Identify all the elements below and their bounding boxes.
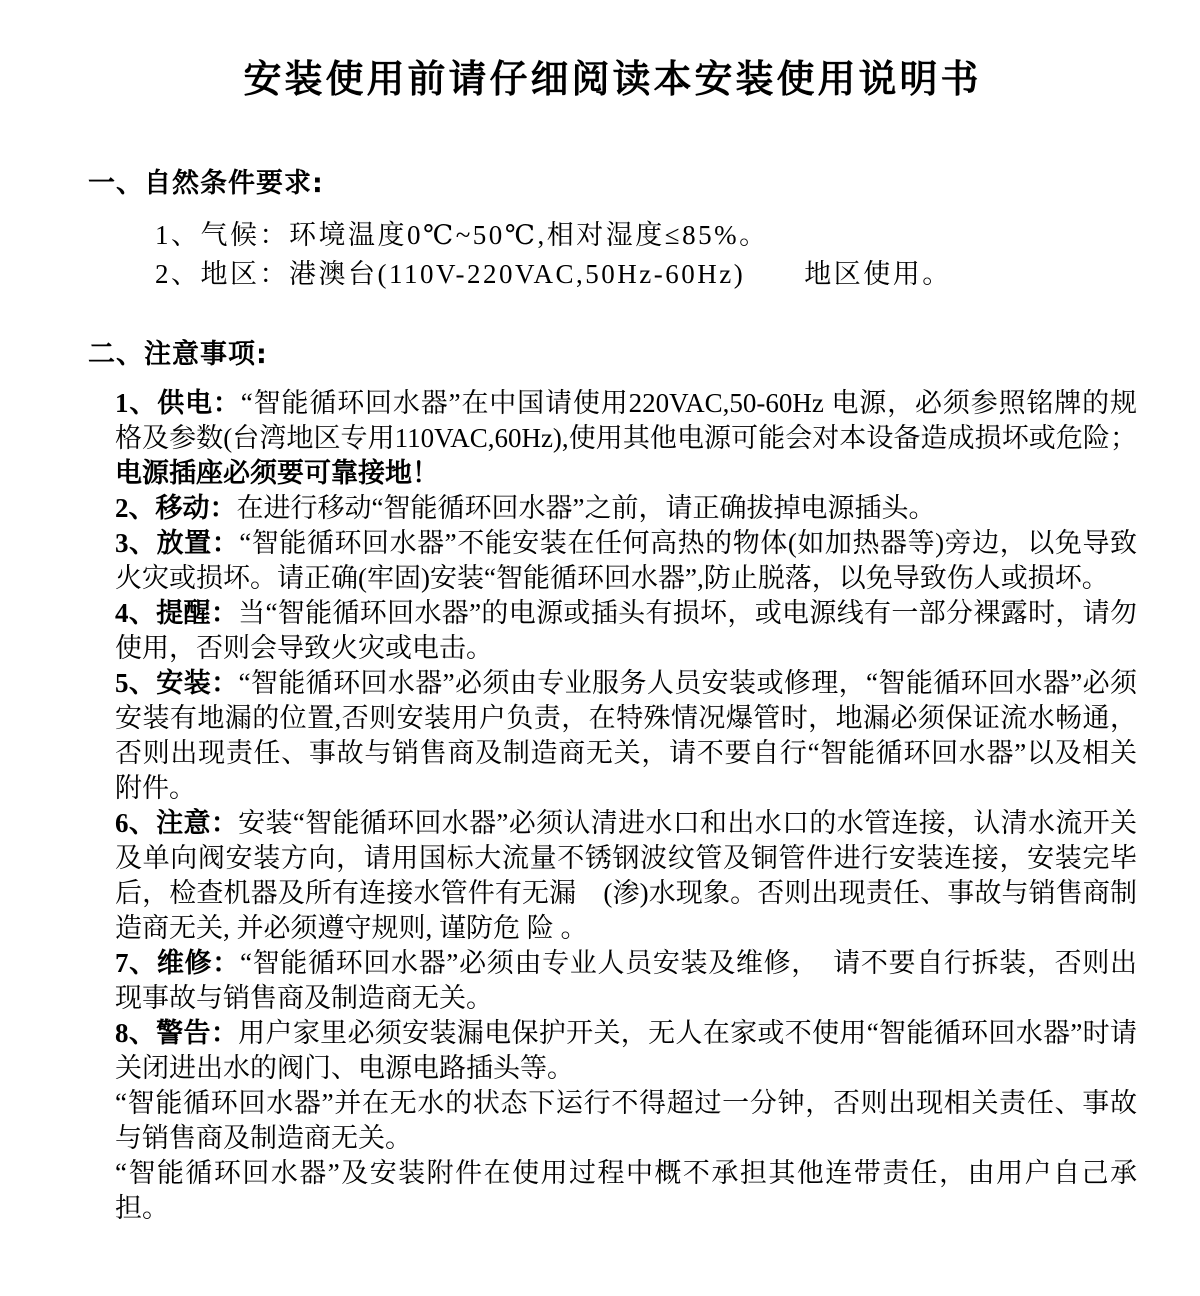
notice-paragraph-installation: 5、安装：“智能循环回水器”必须由专业服务人员安装或修理，“智能循环回水器”必须安装有地漏的位置,否则安装用户负责，在特殊情况爆管时，地漏必须保证流水畅通，否则出现责任、事故与销售商及制造商无关，请不要自行“智能循环回水器”以及相关附件。 xyxy=(115,668,1138,803)
notice-paragraph-dry-run: “智能循环回水器”并在无水的状态下运行不得超过一分钟，否则出现相关责任、事故与销售商及制造商无关。 xyxy=(115,1088,1137,1153)
section1-heading: 一、自然条件要求: xyxy=(88,168,324,199)
region-requirement-item: 2、地区：港澳台(110V-220VAC,50Hz-60Hz) 地区使用。 xyxy=(155,259,952,289)
notice-paragraph-maintenance: 7、维修：“智能循环回水器”必须由专业人员安装及维修， 请不要自行拆装，否则出现事故与销售商及制造商无关。 xyxy=(115,948,1138,1013)
document-title: 安装使用前请仔细阅读本安装使用说明书 xyxy=(243,57,982,101)
section1-item-list xyxy=(155,216,1137,294)
notice-paragraph-placement: 3、放置：“智能循环回水器”不能安装在任何高热的物体(如加热器等)旁边，以免导致火灾或损坏。请正确(牢固)安装“智能循环回水器”,防止脱落，以免导致伤人或损坏。 xyxy=(115,528,1137,593)
section2-heading: 二、注意事项: xyxy=(88,339,268,370)
notice-paragraph-reminder: 4、提醒：当“智能循环回水器”的电源或插头有损坏，或电源线有一部分裸露时，请勿使用，否则会导致火灾或电击。 xyxy=(115,598,1138,663)
section-notices xyxy=(88,332,1137,1226)
climate-requirement-item: 1、气候：环境温度0℃~50℃,相对湿度≤85%。 xyxy=(155,220,769,250)
notice-paragraph-list xyxy=(115,386,1137,1226)
notice-paragraph-power: 1、供电：“智能循环回水器”在中国请使用220VAC,50-60Hz 电源，必须参照铭牌的规格及参数(台湾地区专用110VAC,60Hz),使用其他电源可能会对本设备造成损坏或危险；电源插座必须要可靠接地！ xyxy=(115,388,1137,488)
notice-paragraph-attention: 6、注意：安装“智能循环回水器”必须认清进水口和出水口的水管连接，认清水流开关及单向阀安装方向，请用国标大流量不锈钢波纹管及铜管件进行安装连接，安装完毕后，检查机器及所有连接水管件有无漏 (渗)水现象。否则出现责任、事故与销售商制造商无关, 并必须遵守规则, 谨防危 险 。 xyxy=(115,808,1138,943)
notice-paragraph-liability: “智能循环回水器”及安装附件在使用过程中概不承担其他连带责任，由用户自己承担。 xyxy=(115,1158,1137,1223)
section-natural-conditions xyxy=(88,161,1137,294)
notice-paragraph-warning: 8、警告：用户家里必须安装漏电保护开关，无人在家或不使用“智能循环回水器”时请关闭进出水的阀门、电源电路插头等。 xyxy=(115,1018,1138,1083)
notice-paragraph-moving: 2、移动：在进行移动“智能循环回水器”之前，请正确拔掉电源插头。 xyxy=(115,493,936,523)
